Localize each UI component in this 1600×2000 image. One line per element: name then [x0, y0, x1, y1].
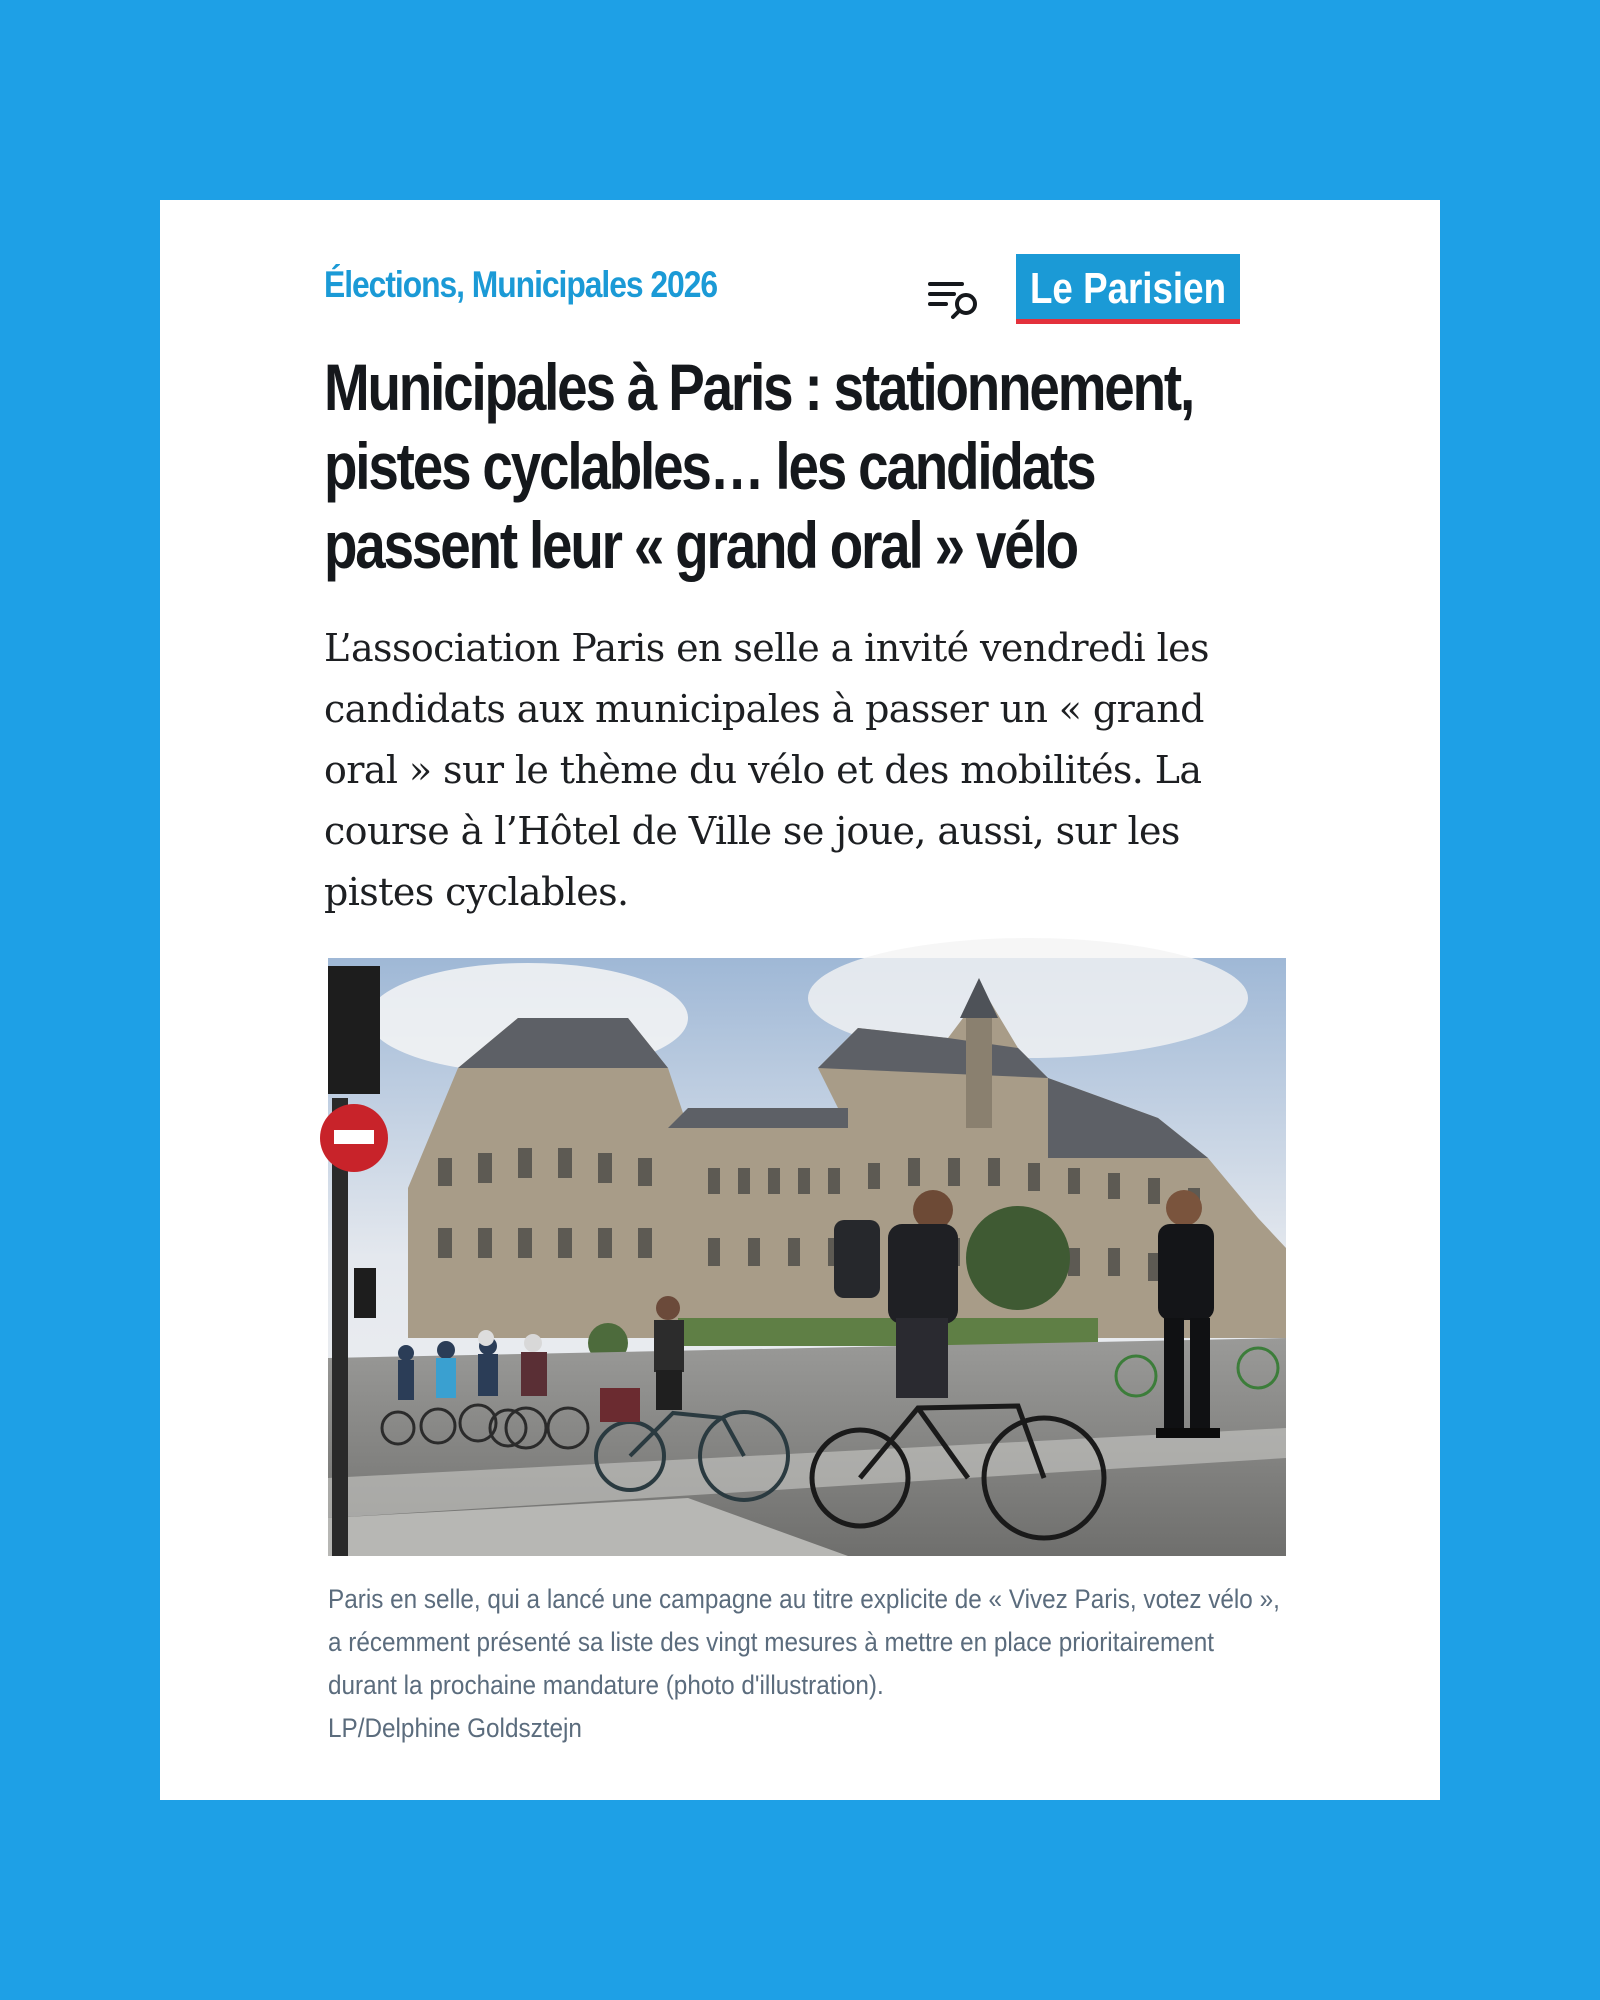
section-rubric[interactable]: Élections, Municipales 2026	[324, 264, 718, 305]
menu-search-icon[interactable]	[926, 276, 982, 320]
headline-line-1: Municipales à Paris : stationnement,	[324, 350, 1194, 424]
article-lede: L’association Paris en selle a invité vendredi les candidats aux municipales à passer un « grand oral » sur le thème du vélo et des mobilités. La course à l’Hôtel de Ville se joue, aussi, sur les pistes cyclables.	[324, 626, 1209, 914]
headline-line-3: passent leur « grand oral » vélo	[324, 508, 1077, 582]
caption-text: Paris en selle, qui a lancé une campagne au titre explicite de « Vivez Paris, votez vélo », a récemment présenté sa liste des vingt mesures à mettre en place prioritairement durant la prochaine mandature (photo d'illustration).	[328, 1584, 1280, 1700]
article-headline	[324, 348, 1279, 585]
article-card	[160, 200, 1440, 1800]
le-parisien-logo[interactable]	[1016, 254, 1240, 324]
headline-line-2: pistes cyclables… les candidats	[324, 429, 1095, 503]
photo-caption	[328, 1578, 1282, 1750]
article-photo[interactable]	[328, 958, 1286, 1556]
logo-wordmark: Le Parisien	[1030, 264, 1226, 313]
photo-credit: LP/Delphine Goldsztejn	[328, 1713, 582, 1743]
